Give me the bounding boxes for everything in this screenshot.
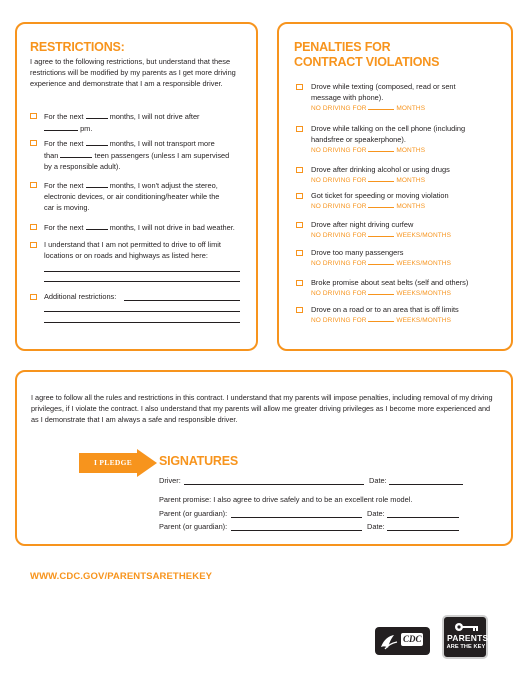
duration-unit-label: MONTHS [396,177,426,184]
parent-2-signature-line[interactable] [231,530,362,531]
parents-are-the-key-logo [442,615,488,659]
penalty-6 [311,247,511,269]
parent-1-signature-line[interactable] [231,517,362,518]
penalty-6-no-driving [311,258,511,269]
penalty-1-checkbox[interactable] [296,84,303,90]
penalty-8-checkbox[interactable] [296,307,303,313]
penalty-1 [311,81,511,114]
parent-2-date-label: Date: [367,522,385,531]
key-icon [446,620,488,634]
agreement-text: I agree to follow all the rules and restrictions in this contract. I understand that my parents will impose penalties, including removal of my driving privileges, if I violate the contract. I also understand that my parents will allow me greater driving privileges as I become more experienced and as I demonstrate that I am always a safe and responsible driver. [31,393,493,425]
no-driving-label: NO DRIVING FOR [311,177,367,184]
restrictions-panel [15,22,258,351]
additional-restrictions-line-3[interactable] [44,322,240,323]
ptk-line-1: PARENTS [447,633,489,643]
restriction-6-checkbox[interactable] [30,294,37,300]
penalty-6-duration-blank[interactable] [368,258,394,265]
penalty-6-description: Drove too many passengers [311,248,404,257]
restrictions-intro: I agree to the following restrictions, but understand that these restrictions will be modified by my parents as I get more driving experience and demonstrate that I am a responsible driver. [30,57,236,88]
off-limit-line-2[interactable] [44,281,240,282]
penalty-3-checkbox[interactable] [296,167,303,173]
penalty-6-checkbox[interactable] [296,250,303,256]
duration-unit-label: WEEKS/MONTHS [396,260,452,267]
signatures-title: SIGNATURES [159,454,239,468]
cdc-logo [375,627,430,655]
off-limit-line-1[interactable] [44,271,240,272]
penalty-2-description: Drove while talking on the cell phone (including [311,124,466,133]
penalty-2-description-cont: handsfree or speakerphone). [311,135,406,144]
penalties-title: PENALTIES FOR CONTRACT VIOLATIONS [294,40,440,69]
parent-2-date-line[interactable] [387,530,459,531]
penalty-8-description: Drove on a road or to an area that is off limits [311,305,459,314]
parent-1-date-label: Date: [367,509,385,518]
restriction-4-checkbox[interactable] [30,224,37,230]
penalty-4-checkbox[interactable] [296,193,303,199]
penalty-2-no-driving [311,145,511,156]
penalties-panel [277,22,513,351]
driver-date-line[interactable] [389,484,463,485]
restriction-2-months-blank[interactable] [86,137,108,146]
cdc-logo-text: CDC [403,634,422,644]
duration-unit-label: MONTHS [396,147,426,154]
restriction-5-checkbox[interactable] [30,242,37,248]
penalty-7 [311,277,511,299]
penalty-7-no-driving [311,288,511,299]
penalty-3 [311,164,511,186]
penalty-5-description: Drove after night driving curfew [311,220,414,229]
penalty-8-duration-blank[interactable] [368,315,394,322]
restriction-2-passengers-blank[interactable] [60,149,92,158]
restrictions-title: RESTRICTIONS: [30,40,125,54]
no-driving-label: NO DRIVING FOR [311,147,367,154]
parent-2-label: Parent (or guardian): [159,522,228,531]
penalty-4-no-driving [311,201,511,212]
duration-unit-label: MONTHS [396,105,426,112]
penalty-1-no-driving [311,103,511,114]
restriction-3-text: For the next months, I won't adjust the stereo, electronic devices, or air conditioning/heater while the car is moving. [44,181,220,212]
penalty-1-duration-blank[interactable] [368,103,394,110]
ptk-line-2: ARE THE KEY [446,644,486,650]
penalty-8-no-driving [311,315,511,326]
driver-label: Driver: [159,476,181,485]
additional-restrictions-line-2[interactable] [44,311,240,312]
penalty-3-duration-blank[interactable] [368,175,394,182]
no-driving-label: NO DRIVING FOR [311,260,367,267]
no-driving-label: NO DRIVING FOR [311,317,367,324]
pledge-arrow [79,449,159,477]
penalty-8 [311,304,511,326]
restriction-1-time-blank[interactable] [44,122,78,131]
driver-signature-line[interactable] [184,484,364,485]
restriction-3-checkbox[interactable] [30,182,37,188]
penalty-7-checkbox[interactable] [296,280,303,286]
parent-1-label: Parent (or guardian): [159,509,228,518]
restriction-2-text: For the next months, I will not transport more than teen passengers (unless I am supervised by a responsible adult). [44,139,230,171]
penalty-7-description: Broke promise about seat belts (self and others) [311,278,469,287]
restriction-1-months-blank[interactable] [86,110,108,119]
penalty-1-description: Drove while texting (composed, read or sent [311,82,456,91]
duration-unit-label: MONTHS [396,203,426,210]
restriction-1-checkbox[interactable] [30,113,37,119]
penalty-3-description: Drove after drinking alcohol or using drugs [311,165,450,174]
cdc-url-link[interactable]: WWW.CDC.GOV/PARENTSARETHEKEY [30,571,213,582]
restriction-1-text: For the next months, I will not drive after pm. [44,112,200,133]
duration-unit-label: WEEKS/MONTHS [396,290,452,297]
penalty-5-duration-blank[interactable] [368,230,394,237]
no-driving-label: NO DRIVING FOR [311,290,367,297]
agreement-panel [15,370,513,546]
no-driving-label: NO DRIVING FOR [311,203,367,210]
penalty-3-no-driving [311,175,511,186]
parent-promise-text: Parent promise: I also agree to drive safely and to be an excellent role model. [159,495,413,504]
duration-unit-label: WEEKS/MONTHS [396,317,452,324]
driver-date-label: Date: [369,476,387,485]
parent-1-date-line[interactable] [387,517,459,518]
no-driving-label: NO DRIVING FOR [311,105,367,112]
restriction-5-text: I understand that I am not permitted to drive to off limit locations or on roads and highways as listed here: [44,240,221,260]
cdc-badge [401,633,423,646]
penalty-5 [311,219,511,241]
penalty-7-duration-blank[interactable] [368,288,394,295]
penalty-4-description: Got ticket for speeding or moving violation [311,191,449,200]
restriction-3-months-blank[interactable] [86,179,108,188]
no-driving-label: NO DRIVING FOR [311,232,367,239]
restriction-4-text: For the next months, I will not drive in bad weather. [44,223,235,232]
penalty-1-description-cont: message with phone). [311,93,384,102]
penalty-2-checkbox[interactable] [296,126,303,132]
pledge-label: I PLEDGE [94,458,133,467]
additional-restrictions-line-1[interactable] [124,300,240,301]
restriction-4-months-blank[interactable] [86,221,108,230]
penalty-4-duration-blank[interactable] [368,201,394,208]
penalty-5-checkbox[interactable] [296,222,303,228]
penalty-5-no-driving [311,230,511,241]
penalty-4 [311,190,511,212]
restriction-6-label: Additional restrictions: [44,292,117,301]
duration-unit-label: WEEKS/MONTHS [396,232,452,239]
penalty-2-duration-blank[interactable] [368,145,394,152]
restriction-2-checkbox[interactable] [30,140,37,146]
penalty-2 [311,123,511,156]
